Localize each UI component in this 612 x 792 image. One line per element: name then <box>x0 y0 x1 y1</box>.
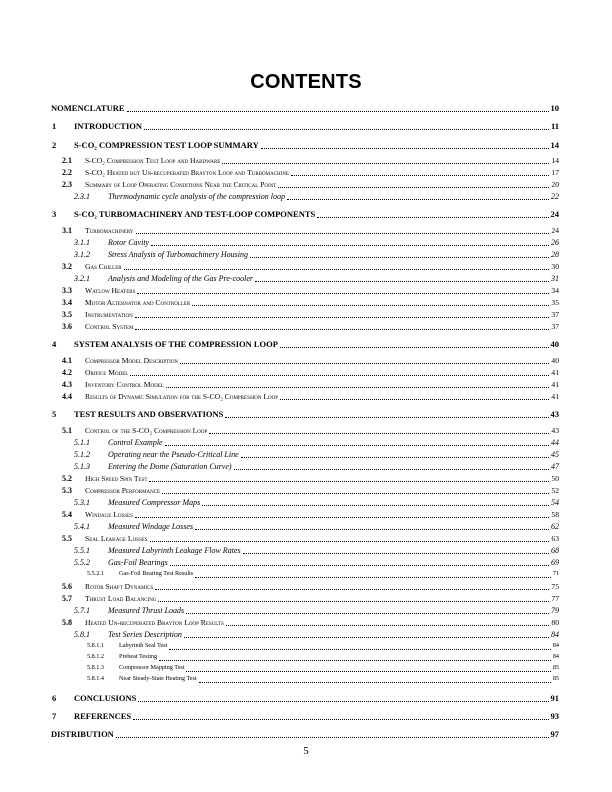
toc-entry-number: 4.3 <box>62 380 72 389</box>
toc-entry-title[interactable]: CONCLUSIONS <box>74 693 137 703</box>
toc-entry-number: 5.8.1 <box>74 630 90 639</box>
dot-leader <box>241 457 549 458</box>
toc-entry-page: 31 <box>551 274 559 283</box>
toc-entry[interactable] <box>0 606 612 618</box>
toc-entry-page: 58 <box>551 510 559 519</box>
dot-leader <box>287 199 549 200</box>
toc-entry-page: 24 <box>551 226 559 235</box>
toc-entry-page: 84 <box>551 630 559 639</box>
toc-entry[interactable] <box>0 392 612 404</box>
toc-entry-page: 40 <box>550 339 559 349</box>
toc-entry-number: 5.5.2 <box>74 558 90 567</box>
toc-entry-page: 85 <box>552 675 559 682</box>
toc-entry[interactable] <box>0 498 612 510</box>
toc-entry[interactable] <box>0 618 612 630</box>
toc-entry-page: 28 <box>551 250 559 259</box>
toc-entry-number: 5.7.1 <box>74 606 90 615</box>
toc-entry-number: 3.3 <box>62 286 72 295</box>
dot-leader <box>133 719 549 720</box>
toc-entry-page: 68 <box>551 546 559 555</box>
toc-entry-title[interactable]: Analysis and Modeling of the Gas Pre-cooler <box>108 274 254 283</box>
toc-entry[interactable] <box>0 298 612 310</box>
toc-entry-title[interactable]: Turbomachinery <box>85 226 134 235</box>
toc-entry[interactable] <box>0 262 612 274</box>
toc-entry-page: 71 <box>552 570 559 577</box>
toc-entry[interactable] <box>0 274 612 286</box>
toc-entry[interactable] <box>0 209 612 221</box>
toc-entry-page: 24 <box>550 209 559 219</box>
toc-entry-number: 2.2 <box>62 168 72 177</box>
toc-entry[interactable] <box>0 168 612 180</box>
dot-leader <box>150 541 549 542</box>
toc-entry[interactable] <box>0 546 612 558</box>
toc-entry-number: 3.1.1 <box>74 238 90 247</box>
toc-entry[interactable] <box>0 238 612 250</box>
toc-entry-title[interactable]: Inventory Control Model <box>85 380 164 389</box>
toc-entry-number: 4.2 <box>62 368 72 377</box>
toc-entry-page: 11 <box>550 121 559 131</box>
toc-entry-number: 5.2 <box>62 474 72 483</box>
toc-entry-page: 26 <box>551 238 559 247</box>
toc-entry[interactable] <box>0 426 612 438</box>
toc-entry-title[interactable]: Gas Chiller <box>85 262 122 271</box>
dot-leader <box>278 187 549 188</box>
toc-entry-page: 10 <box>550 103 559 113</box>
toc-entry-title[interactable]: Results of Dynamic Simulation for the S-CO₂ Compression Loop <box>85 392 279 401</box>
toc-entry[interactable] <box>0 711 612 723</box>
toc-entry-number: 3.5 <box>62 310 72 319</box>
toc-entry-page: 35 <box>551 298 559 307</box>
dot-leader <box>317 217 549 218</box>
toc-entry-number: 3.1 <box>62 226 72 235</box>
toc-entry-title[interactable]: Measured Compressor Maps <box>108 498 201 507</box>
toc-entry-page: 41 <box>551 368 559 377</box>
toc-entry[interactable] <box>0 534 612 546</box>
toc-entry-title[interactable]: Rotor Shaft Dynamics <box>85 582 154 591</box>
toc-entry-title[interactable]: TEST RESULTS AND OBSERVATIONS <box>74 409 224 419</box>
toc-entry-page: 43 <box>550 409 559 419</box>
toc-entry-number: 6 <box>52 693 57 703</box>
toc-entry-number: 5.8 <box>62 618 72 627</box>
toc-entry[interactable] <box>0 729 612 741</box>
dot-leader <box>149 481 549 482</box>
toc-entry-title[interactable]: Near Steady-State Heating Test <box>119 675 197 682</box>
toc-entry-title[interactable]: Heated Un-recuperated Brayton Loop Results <box>85 618 224 627</box>
page-number: 5 <box>303 745 309 757</box>
toc-entry[interactable] <box>0 368 612 380</box>
toc-entry[interactable] <box>0 510 612 522</box>
toc-entry-title[interactable]: Orifice Model <box>85 368 129 377</box>
toc-entry-number: 5.3.1 <box>74 498 90 507</box>
toc-entry[interactable] <box>0 594 612 606</box>
toc-entry[interactable] <box>0 558 612 570</box>
toc-entry-title[interactable]: Compressor Mapping Test <box>119 664 185 671</box>
dot-leader <box>226 625 549 626</box>
toc-entry-page: 14 <box>551 156 559 165</box>
toc-entry-title[interactable]: Windage Losses <box>85 510 133 519</box>
toc-entry[interactable] <box>0 226 612 238</box>
toc-entry[interactable] <box>0 570 612 582</box>
dot-leader <box>136 233 549 234</box>
dot-leader <box>159 660 551 661</box>
toc-entry-title[interactable]: Thrust Load Balancing <box>85 594 157 603</box>
toc-entry-title[interactable]: S-CO₂ COMPRESSION TEST LOOP SUMMARY <box>74 140 259 150</box>
toc-entry[interactable] <box>0 339 612 351</box>
toc-entry[interactable] <box>0 693 612 705</box>
dot-leader <box>192 305 549 306</box>
toc-entry-page: 17 <box>551 168 559 177</box>
toc-entry-title[interactable]: DISTRIBUTION <box>51 729 114 739</box>
toc-entry-title[interactable]: SYSTEM ANALYSIS OF THE COMPRESSION LOOP <box>74 339 278 349</box>
toc-entry-page: 47 <box>551 462 559 471</box>
toc-entry[interactable] <box>0 250 612 262</box>
dot-leader <box>166 387 549 388</box>
toc-entry[interactable] <box>0 180 612 192</box>
dot-leader <box>199 682 551 683</box>
toc-entry[interactable] <box>0 582 612 594</box>
dot-leader <box>135 317 549 318</box>
toc-entry-page: 69 <box>551 558 559 567</box>
toc-entry-page: 45 <box>551 450 559 459</box>
toc-entry-page: 77 <box>551 594 559 603</box>
toc-entry-page: 63 <box>551 534 559 543</box>
dot-leader <box>280 347 549 348</box>
toc-entry-page: 85 <box>552 664 559 671</box>
toc-entry-title[interactable]: NOMENCLATURE <box>51 103 125 113</box>
toc-entry-title[interactable]: Test Series Description <box>108 630 182 639</box>
toc-entry-title[interactable]: Compressor Performance <box>85 486 161 495</box>
dot-leader <box>135 517 549 518</box>
toc-entry-page: 80 <box>551 618 559 627</box>
dot-leader <box>116 737 549 738</box>
toc-entry-number: 5.4 <box>62 510 72 519</box>
toc-entry-title[interactable]: S-CO₂ Compression Test Loop and Hardware <box>85 156 221 165</box>
dot-leader <box>165 445 549 446</box>
toc-entry-page: 22 <box>551 192 559 201</box>
toc-entry-page: 44 <box>551 438 559 447</box>
dot-leader <box>127 111 549 112</box>
toc-entry[interactable] <box>0 103 612 115</box>
dot-leader <box>209 433 549 434</box>
toc-entry-number: 5.1.2 <box>74 450 90 459</box>
toc-entry-title[interactable]: INTRODUCTION <box>74 121 143 131</box>
dot-leader <box>195 577 551 578</box>
toc-entry-title[interactable]: Gas-Foil Bearing Test Results <box>119 570 194 577</box>
toc-entry-page: 41 <box>551 392 559 401</box>
toc-entry[interactable] <box>0 409 612 421</box>
toc-entry-number: 1 <box>52 121 57 131</box>
toc-entry-page: 40 <box>551 356 559 365</box>
dot-leader <box>169 649 551 650</box>
dot-leader <box>137 293 549 294</box>
dot-leader <box>280 399 549 400</box>
toc-entry-page: 54 <box>551 498 559 507</box>
toc-entry-title[interactable]: Instrumentation <box>85 310 133 319</box>
toc-entry[interactable] <box>0 286 612 298</box>
dot-leader <box>255 281 549 282</box>
toc-entry-title[interactable]: Measured Thrust Loads <box>108 606 185 615</box>
toc-entry-title[interactable]: S-CO₂ Heated but Un-recuperated Brayton Loop and Turbomachine <box>85 168 290 177</box>
toc-entry[interactable] <box>0 675 612 687</box>
toc-entry-title[interactable]: Measured Windage Losses <box>108 522 194 531</box>
toc-entry-number: 5.5 <box>62 534 72 543</box>
toc-entry-number: 5.4.1 <box>74 522 90 531</box>
toc-entry-page: 20 <box>551 180 559 189</box>
toc-entry[interactable] <box>0 322 612 334</box>
toc-entry-number: 7 <box>52 711 57 721</box>
toc-entry-title[interactable]: Thermodynamic cycle analysis of the compression loop <box>108 192 286 201</box>
toc-entry[interactable] <box>0 630 612 642</box>
toc-entry[interactable] <box>0 156 612 168</box>
dot-leader <box>186 671 551 672</box>
dot-leader <box>222 163 549 164</box>
toc-entry-title[interactable]: Control Example <box>108 438 163 447</box>
toc-entry-number: 3.2.1 <box>74 274 90 283</box>
dot-leader <box>124 269 549 270</box>
toc-entry-number: 3.6 <box>62 322 72 331</box>
dot-leader <box>170 565 549 566</box>
dot-leader <box>130 375 549 376</box>
dot-leader <box>250 257 549 258</box>
dot-leader <box>291 175 549 176</box>
toc-entry[interactable] <box>0 450 612 462</box>
dot-leader <box>186 613 549 614</box>
dot-leader <box>225 417 549 418</box>
toc-entry-number: 5.1.1 <box>74 438 90 447</box>
toc-entry-title[interactable]: Summary of Loop Operating Conditions Near the Critical Point <box>85 180 277 189</box>
toc-entry-page: 50 <box>551 474 559 483</box>
toc-entry-number: 5.1.3 <box>74 462 90 471</box>
toc-entry-title[interactable]: Motor Alternator and Controller <box>85 298 191 307</box>
toc-entry-number: 5.3 <box>62 486 72 495</box>
toc-entry-page: 84 <box>552 653 559 660</box>
dot-leader <box>135 329 549 330</box>
toc-entry-title[interactable]: Measured Labyrinth Leakage Flow Rates <box>108 546 241 555</box>
toc-entry-number: 4.1 <box>62 356 72 365</box>
toc-entry-number: 2 <box>52 140 57 150</box>
toc-entry-title[interactable]: Labyrinth Seal Test <box>119 642 168 649</box>
toc-entry-title[interactable]: High Speed Spin Test <box>85 474 148 483</box>
toc-entry-page: 34 <box>551 286 559 295</box>
toc-entry-number: 5.6 <box>62 582 72 591</box>
dot-leader <box>234 469 549 470</box>
toc-entry-page: 43 <box>551 426 559 435</box>
toc-entry[interactable] <box>0 310 612 322</box>
toc-entry-title[interactable]: S-CO₂ TURBOMACHINERY AND TEST-LOOP COMPONENTS <box>74 209 316 219</box>
toc-entry[interactable] <box>0 121 612 133</box>
dot-leader <box>261 148 549 149</box>
toc-entry-number: 3.2 <box>62 262 72 271</box>
toc-entry[interactable] <box>0 486 612 498</box>
toc-entry-page: 30 <box>551 262 559 271</box>
toc-entry-page: 97 <box>550 729 559 739</box>
toc-entry-title[interactable]: Compressor Model Description <box>85 356 179 365</box>
toc-entry-title[interactable]: Entering the Dome (Saturation Curve) <box>108 462 232 471</box>
dot-leader <box>184 637 549 638</box>
page-title: CONTENTS <box>250 71 362 93</box>
toc-entry-number: 3.1.2 <box>74 250 90 259</box>
toc-entry-number: 5.7 <box>62 594 72 603</box>
toc-entry-number: 3 <box>52 209 57 219</box>
toc-entry-number: 4.4 <box>62 392 72 401</box>
toc-entry-number: 4 <box>52 339 57 349</box>
toc-entry[interactable] <box>0 192 612 204</box>
toc-entry[interactable] <box>0 474 612 486</box>
toc-entry-title[interactable]: Gas-Foil Bearings <box>108 558 168 567</box>
toc-entry-number: 2.3 <box>62 180 72 189</box>
toc-entry[interactable] <box>0 438 612 450</box>
toc-entry-page: 93 <box>550 711 559 721</box>
toc-entry-page: 62 <box>551 522 559 531</box>
toc-entry-page: 41 <box>551 380 559 389</box>
toc-entry-number: 5.5.1 <box>74 546 90 555</box>
toc-entry-page: 37 <box>551 310 559 319</box>
toc-entry-number: 5.1 <box>62 426 72 435</box>
dot-leader <box>144 129 549 130</box>
toc-entry-page: 14 <box>550 140 559 150</box>
toc-entry-number: 3.4 <box>62 298 72 307</box>
toc-entry-number: 2.1 <box>62 156 72 165</box>
toc-entry-title[interactable]: Watlow Heaters <box>85 286 136 295</box>
dot-leader <box>243 553 549 554</box>
toc-entry-number: 5.8.1.2 <box>87 653 105 660</box>
toc-entry-title[interactable]: Operating near the Pseudo-Critical Line <box>108 450 239 459</box>
dot-leader <box>180 363 549 364</box>
toc-entry-number: 5 <box>52 409 57 419</box>
toc-entry-number: 2.3.1 <box>74 192 90 201</box>
dot-leader <box>155 589 549 590</box>
toc-entry-page: 84 <box>552 642 559 649</box>
toc-entry-title[interactable]: Stress Analysis of Turbomachinery Housing <box>108 250 249 259</box>
dot-leader <box>195 529 549 530</box>
toc-entry-number: 5.5.2.1 <box>87 570 105 577</box>
toc-entry-page: 75 <box>551 582 559 591</box>
dot-leader <box>202 505 549 506</box>
dot-leader <box>151 245 549 246</box>
toc-entry-number: 5.8.1.3 <box>87 664 105 671</box>
toc-entry-title[interactable]: Preheat Testing <box>119 653 158 660</box>
dot-leader <box>158 601 549 602</box>
toc-entry-title[interactable]: REFERENCES <box>74 711 132 721</box>
dot-leader <box>162 493 549 494</box>
toc-entry-page: 79 <box>551 606 559 615</box>
toc-entry-page: 37 <box>551 322 559 331</box>
toc-entry[interactable] <box>0 380 612 392</box>
toc-entry[interactable] <box>0 462 612 474</box>
toc-entry-title[interactable]: Control of the S-CO₂ Compression Loop <box>85 426 208 435</box>
toc-entry-page: 91 <box>550 693 559 703</box>
toc-entry-title[interactable]: Rotor Cavity <box>108 238 150 247</box>
toc-entry[interactable] <box>0 356 612 368</box>
toc-entry-title[interactable]: Seal Leakage Losses <box>85 534 148 543</box>
toc-entry-number: 5.8.1.1 <box>87 642 105 649</box>
toc-entry[interactable] <box>0 522 612 534</box>
toc-entry-page: 52 <box>551 486 559 495</box>
dot-leader <box>138 701 549 702</box>
toc-entry-title[interactable]: Control System <box>85 322 134 331</box>
toc-entry-number: 5.8.1.4 <box>87 675 105 682</box>
toc-entry[interactable] <box>0 140 612 152</box>
